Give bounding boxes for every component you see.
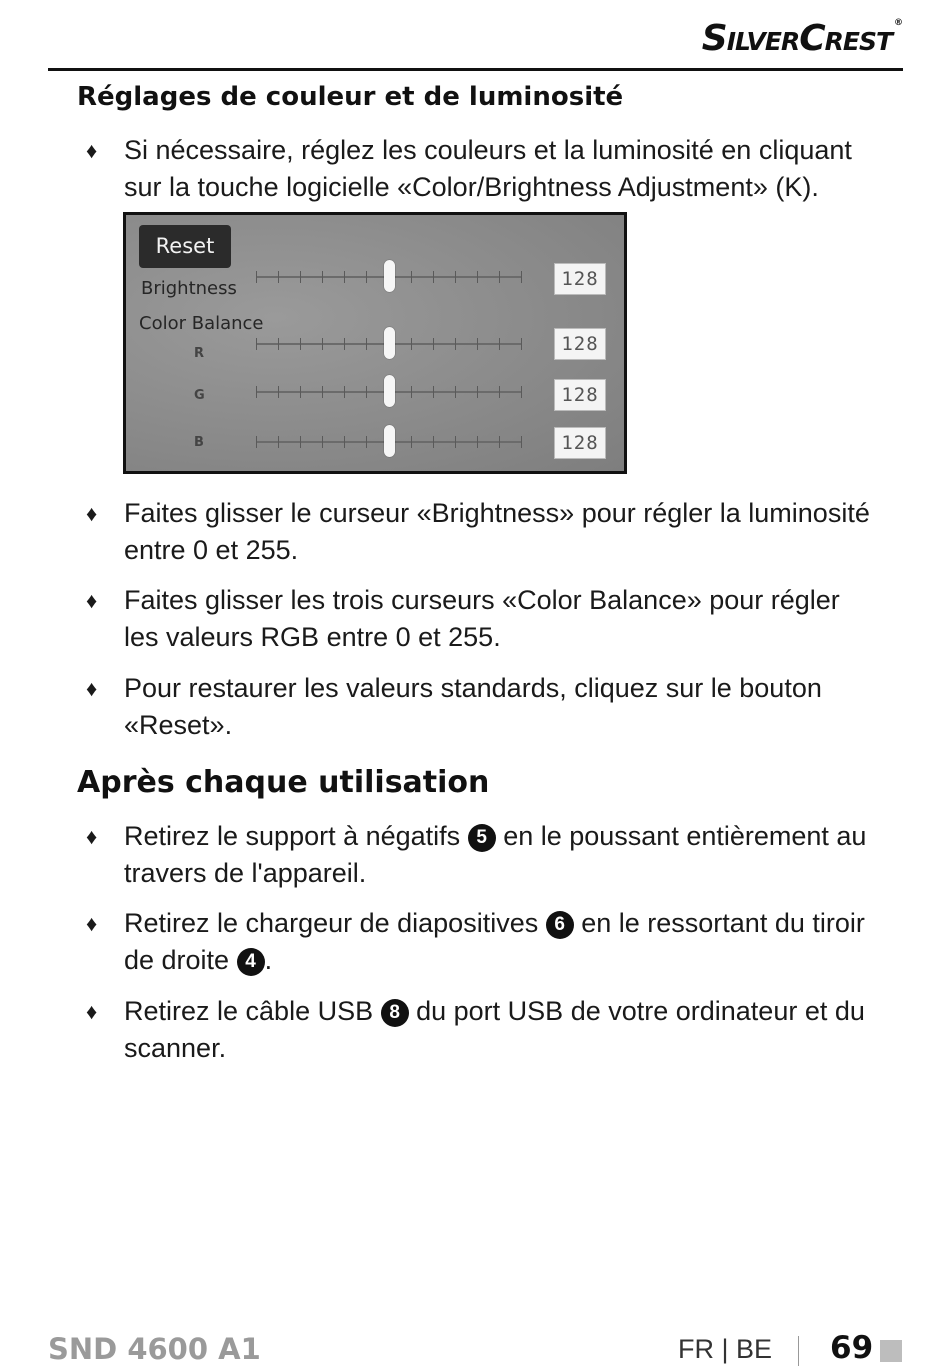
slider-tick [278, 436, 279, 448]
slider-tick [256, 271, 257, 283]
list-item-text: Faites glisser les trois curseurs «Color Balance» pour régler les valeurs RGB entre 0 et 255. [124, 585, 840, 652]
slider-tick [433, 386, 434, 398]
header-rule [48, 68, 903, 71]
page-number: 69 [830, 1330, 874, 1366]
slider-tick [300, 436, 301, 448]
slider-knob[interactable] [384, 260, 395, 292]
color-brightness-panel [123, 212, 627, 474]
color-b-value-field[interactable]: 128 [554, 427, 606, 459]
slider-tick [256, 338, 257, 350]
list-item [86, 582, 876, 656]
slider-tick [499, 386, 500, 398]
list-item-text: Pour restaurer les valeurs standards, cliquez sur le bouton «Reset». [124, 673, 822, 740]
brand-logo [702, 18, 902, 59]
slider-tick [521, 271, 522, 283]
slider-knob[interactable] [384, 375, 395, 407]
slider-tick [521, 338, 522, 350]
text-segment: Retirez le support à négatifs [124, 821, 468, 851]
slider-tick [278, 338, 279, 350]
page-marker-square [880, 1340, 902, 1362]
bullet-diamond-icon: ♦ [86, 999, 98, 1024]
list-item-text [124, 905, 876, 979]
model-number: SND 4600 A1 [48, 1332, 261, 1366]
slider-tick [322, 386, 323, 398]
text-segment: Retirez le chargeur de diapositives [124, 908, 546, 938]
slider-tick [344, 271, 345, 283]
slider-tick [499, 338, 500, 350]
bullet-diamond-icon: ♦ [86, 911, 98, 936]
brightness-label: Brightness [141, 278, 237, 299]
slider-tick [499, 436, 500, 448]
list-item [86, 818, 876, 892]
slider-tick [300, 386, 301, 398]
channel-label-r: R [194, 346, 205, 361]
slider-tick [433, 338, 434, 350]
slider-tick [366, 338, 367, 350]
color-r-value-field[interactable]: 128 [554, 328, 606, 360]
text-segment: du port USB de votre ordinateur et du scanner. [124, 996, 865, 1063]
color-b-slider[interactable] [256, 441, 521, 443]
list-item [86, 495, 876, 569]
slider-tick [256, 436, 257, 448]
text-segment: . [264, 945, 273, 975]
list-item-text [124, 818, 876, 892]
slider-tick [344, 338, 345, 350]
slider-tick [455, 436, 456, 448]
channel-label-b: B [194, 435, 204, 450]
bullet-diamond-icon: ♦ [86, 588, 98, 613]
color-balance-label: Color Balance [139, 313, 264, 334]
language-indicator: FR | BE [678, 1334, 773, 1364]
slider-tick [477, 271, 478, 283]
slider-tick [411, 338, 412, 350]
slider-tick [366, 271, 367, 283]
section-title-color-brightness: Réglages de couleur et de luminosité [77, 82, 624, 112]
bullet-diamond-icon: ♦ [86, 138, 98, 163]
slider-knob[interactable] [384, 327, 395, 359]
slider-tick [521, 436, 522, 448]
text-segment: en le ressortant du tiroir de droite [124, 908, 865, 975]
trademark-symbol: ® [894, 18, 902, 28]
channel-label-g: G [194, 388, 205, 403]
slider-tick [477, 436, 478, 448]
brightness-value-field[interactable]: 128 [554, 263, 606, 295]
slider-tick [433, 271, 434, 283]
list-item-text: Faites glisser le curseur «Brightness» pour régler la luminosité entre 0 et 255. [124, 498, 870, 565]
slider-tick [433, 436, 434, 448]
slider-tick [322, 271, 323, 283]
slider-tick [521, 386, 522, 398]
reference-number-badge: 4 [237, 948, 265, 976]
slider-tick [344, 386, 345, 398]
slider-tick [455, 386, 456, 398]
slider-tick [366, 436, 367, 448]
list-item [86, 132, 876, 206]
slider-tick [411, 271, 412, 283]
brand-name: SilverCrest [701, 18, 892, 59]
list-item [86, 993, 876, 1067]
slider-tick [344, 436, 345, 448]
slider-tick [499, 271, 500, 283]
slider-tick [300, 338, 301, 350]
slider-tick [411, 436, 412, 448]
footer-divider [798, 1336, 799, 1366]
reference-number-badge: 8 [381, 999, 409, 1027]
list-item-text [124, 993, 876, 1067]
color-g-value-field[interactable]: 128 [554, 379, 606, 411]
reference-number-badge: 6 [546, 911, 574, 939]
brightness-slider[interactable] [256, 276, 521, 278]
slider-tick [322, 436, 323, 448]
reset-button[interactable]: Reset [139, 225, 231, 268]
slider-tick [411, 386, 412, 398]
slider-tick [322, 338, 323, 350]
bullet-diamond-icon: ♦ [86, 824, 98, 849]
bullet-diamond-icon: ♦ [86, 501, 98, 526]
slider-tick [300, 271, 301, 283]
list-item [86, 905, 876, 979]
text-segment: Retirez le câble USB [124, 996, 381, 1026]
section-title-after-use: Après chaque utilisation [77, 765, 490, 800]
list-item-text: Si nécessaire, réglez les couleurs et la luminosité en cliquant sur la touche logicielle «Color/Brightness Adjustment» (K). [124, 135, 852, 202]
slider-tick [455, 338, 456, 350]
slider-tick [477, 338, 478, 350]
slider-tick [366, 386, 367, 398]
slider-tick [256, 386, 257, 398]
list-item [86, 670, 876, 744]
reference-number-badge: 5 [468, 824, 496, 852]
slider-tick [278, 386, 279, 398]
slider-knob[interactable] [384, 425, 395, 457]
slider-tick [278, 271, 279, 283]
text-segment: en le poussant entièrement au travers de l'appareil. [124, 821, 867, 888]
slider-tick [455, 271, 456, 283]
bullet-diamond-icon: ♦ [86, 676, 98, 701]
color-g-slider[interactable] [256, 391, 521, 393]
color-r-slider[interactable] [256, 343, 521, 345]
slider-tick [477, 386, 478, 398]
